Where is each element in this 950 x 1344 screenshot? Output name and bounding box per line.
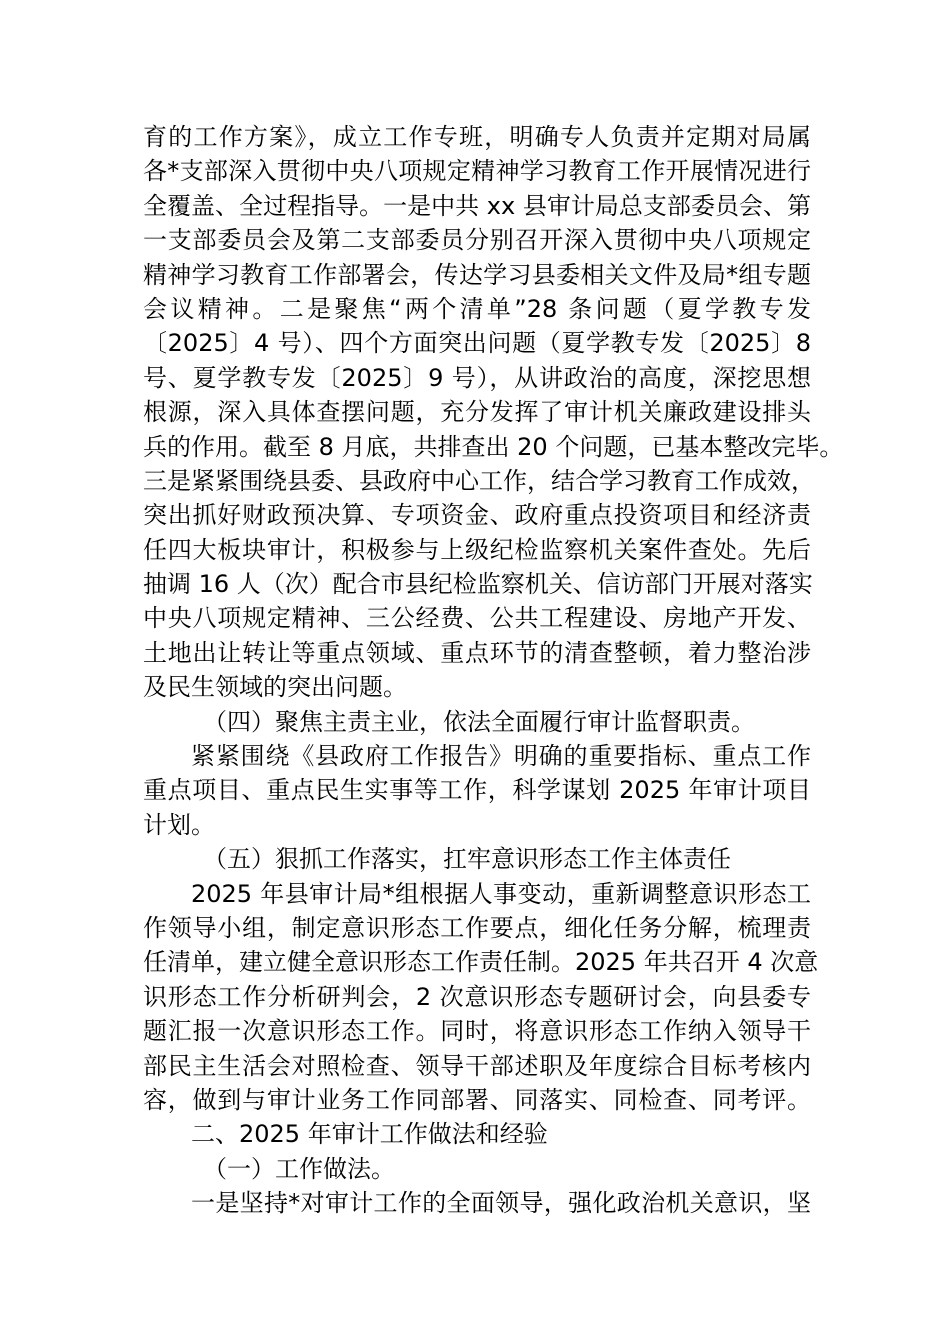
- body-text-line: 精神学习教育工作部署会，传达学习县委相关文件及局*组专题: [143, 260, 811, 289]
- body-text-line: 土地出让转让等重点领域、重点环节的清查整顿，着力整治涉: [143, 638, 811, 667]
- body-text-line: 重点项目、重点民生实事等工作，科学谋划 2025 年审计项目: [143, 776, 811, 805]
- body-text-line: 根源，深入具体查摆问题，充分发挥了审计机关廉政建设排头: [143, 398, 811, 427]
- body-text-line: 会议精神。二是聚焦“两个清单”28 条问题（夏学教专发: [143, 294, 811, 323]
- body-text-line: 兵的作用。截至 8 月底，共排查出 20 个问题，已基本整改完毕。: [143, 432, 844, 461]
- body-text-line: 任四大板块审计，积极参与上级纪检监察机关案件查处。先后: [143, 535, 811, 564]
- chapter-heading: 二、2025 年审计工作做法和经验: [191, 1120, 548, 1149]
- body-text-line: 中央八项规定精神、三公经费、公共工程建设、房地产开发、: [143, 604, 811, 633]
- body-text-line: 号、夏学教专发〔2025〕9 号），从讲政治的高度，深挖思想: [143, 363, 811, 392]
- body-text-line: 作领导小组，制定意识形态工作要点，细化任务分解，梳理责: [143, 913, 811, 942]
- body-text-line: 一是坚持*对审计工作的全面领导，强化政治机关意识，坚: [191, 1189, 811, 1218]
- body-text-line: 各*支部深入贯彻中央八项规定精神学习教育工作开展情况进行: [143, 157, 811, 186]
- document-page: [143, 120, 844, 1221]
- body-text-line: 三是紧紧围绕县委、县政府中心工作，结合学习教育工作成效，: [143, 466, 815, 495]
- body-text-line: 抽调 16 人（次）配合市县纪检监察机关、信访部门开展对落实: [143, 570, 813, 599]
- body-text-line: 〔2025〕4 号）、四个方面突出问题（夏学教专发〔2025〕8: [143, 329, 811, 358]
- body-text-line: 紧紧围绕《县政府工作报告》明确的重要指标、重点工作: [191, 742, 811, 771]
- body-text-line: 部民主生活会对照检查、领导干部述职及年度综合目标考核内: [143, 1051, 811, 1080]
- section-heading: （四）聚焦主责主业，依法全面履行审计监督职责。: [203, 707, 755, 736]
- section-heading: （一）工作做法。: [203, 1154, 395, 1183]
- section-heading: （五）狠抓工作落实，扛牢意识形态工作主体责任: [203, 845, 731, 874]
- body-text-line: 全覆盖、全过程指导。一是中共 xx 县审计局总支部委员会、第: [143, 191, 811, 220]
- body-text-line: 一支部委员会及第二支部委员分别召开深入贯彻中央八项规定: [143, 226, 811, 255]
- body-text-line: 突出抓好财政预决算、专项资金、政府重点投资项目和经济责: [143, 501, 811, 530]
- body-text-line: 识形态工作分析研判会，2 次意识形态专题研讨会，向县委专: [143, 982, 811, 1011]
- body-text-line: 2025 年县审计局*组根据人事变动，重新调整意识形态工: [191, 879, 811, 908]
- body-text-line: 容，做到与审计业务工作同部署、同落实、同检查、同考评。: [143, 1085, 811, 1114]
- body-text-line: 计划。: [143, 810, 215, 839]
- body-text-line: 育的工作方案》，成立工作专班，明确专人负责并定期对局属: [143, 123, 811, 151]
- body-text-line: 任清单，建立健全意识形态工作责任制。2025 年共召开 4 次意: [143, 948, 819, 977]
- body-text-line: 及民生领域的突出问题。: [143, 673, 407, 702]
- body-text-line: 题汇报一次意识形态工作。同时，将意识形态工作纳入领导干: [143, 1017, 811, 1046]
